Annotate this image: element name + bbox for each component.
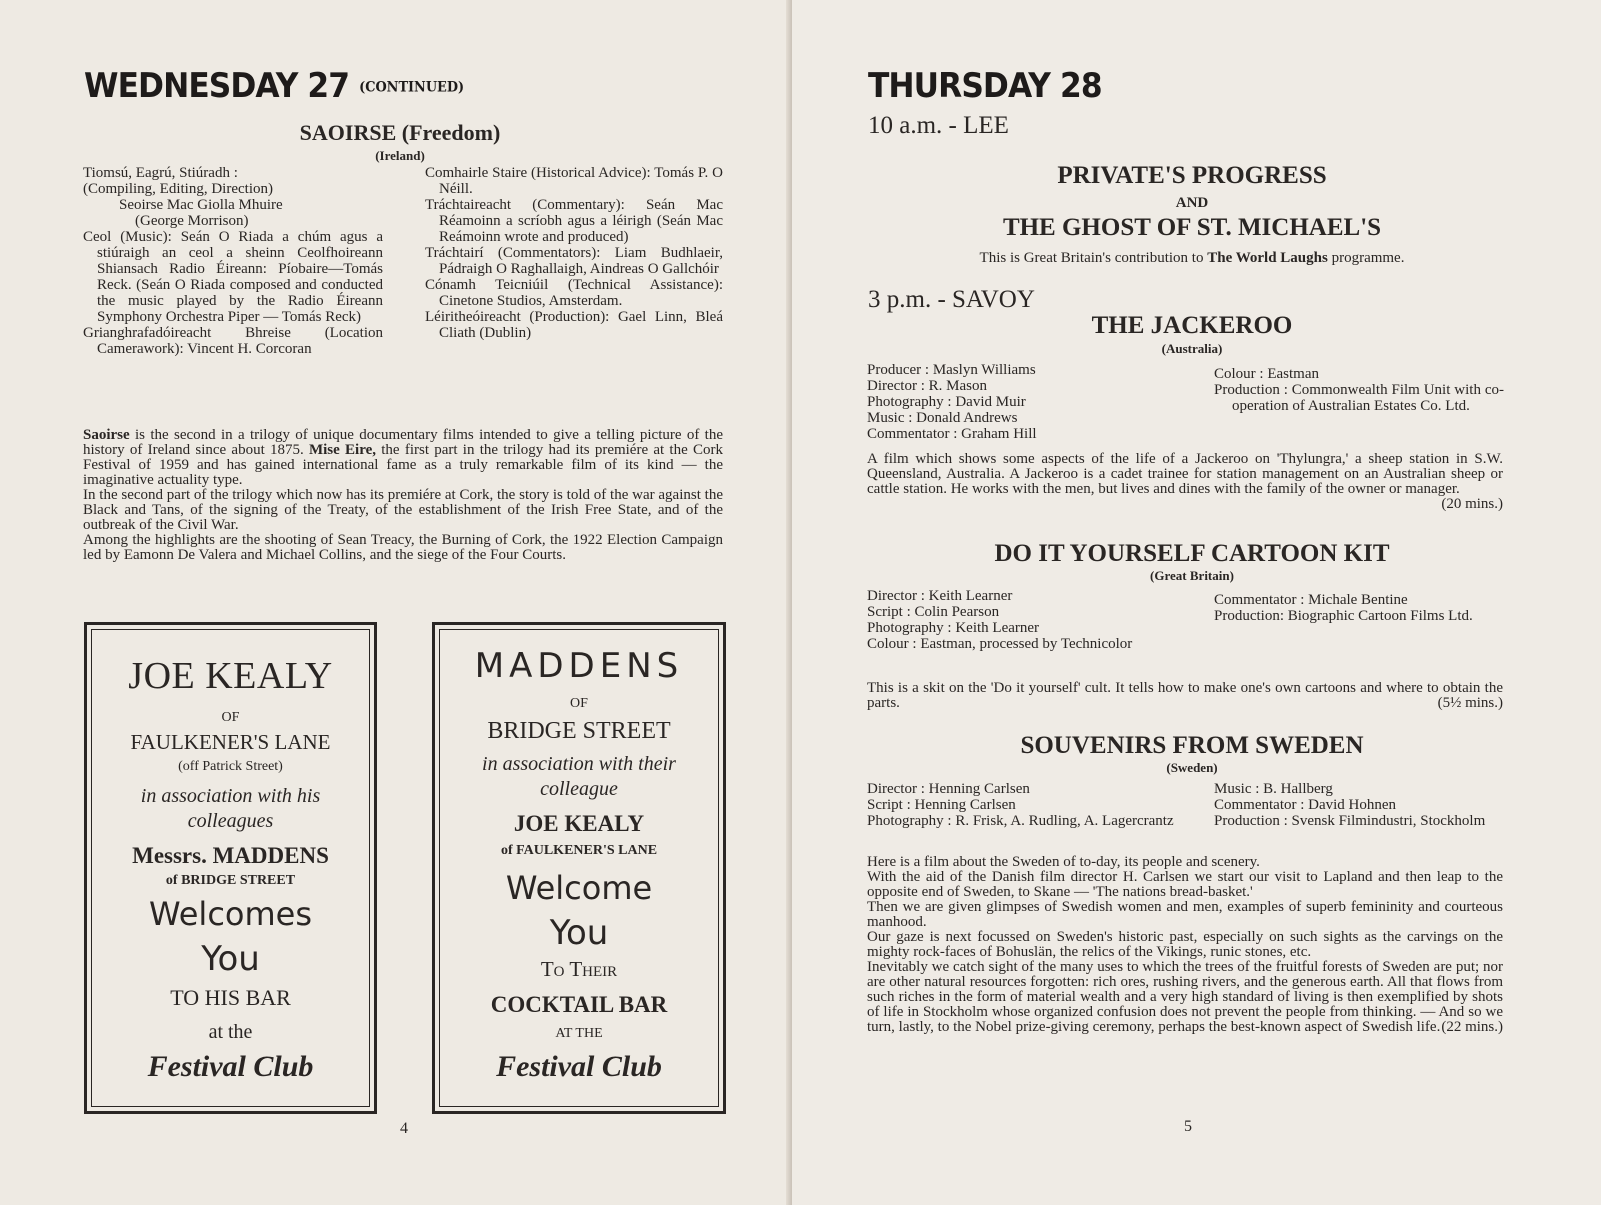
cartoon-description: This is a skit on the 'Do it yourself' cult. It tells how to make one's own cartoons and where to obtain the parts. (5½ mins.) xyxy=(867,680,1503,711)
ad2-of: OF xyxy=(570,696,588,711)
world-laughs-note: This is Great Britain's contribution to The World Laughs programme. xyxy=(979,250,1405,266)
cartoon-credits-left: Director : Keith Learner Script : Colin Pearson Photography : Keith Learner Colour : Eastman, processed by Technicolor xyxy=(867,588,1133,652)
saoirse-description xyxy=(83,428,723,563)
film-title-saoirse: SAOIRSE (Freedom) xyxy=(299,120,501,145)
advert-maddens xyxy=(432,622,726,1114)
ad2-you: You xyxy=(549,913,609,953)
ad2-partner: JOE KEALY xyxy=(513,811,645,836)
advert-joe-kealy xyxy=(84,622,377,1114)
ad2-at-the: AT THE xyxy=(555,1026,603,1041)
ad1-to-his-bar: TO HIS BAR xyxy=(170,985,291,1010)
ad2-street: BRIDGE STREET xyxy=(487,718,671,744)
venue-lee: 10 a.m. - LEE xyxy=(868,112,1009,139)
ad1-assoc-1: in association with his xyxy=(140,785,321,807)
sweden-duration: (22 mins.) xyxy=(1441,1019,1503,1035)
cartoon-credits-right: Commentator : Michale Bentine Production: Biographic Cartoon Films Ltd. xyxy=(1214,592,1473,624)
film-country-saoirse: (Ireland) xyxy=(375,148,425,163)
saoirse-credits-left: Tiomsú, Eagrú, Stiúradh : (Compiling, Editing, Direction) Seoirse Mac Giolla Mhuire (George Morrison) Ceol (Music): Seán O Riada a chúm agus a stiúraigh an ceol a sheinn Ceolfhoireann Shiansach Radio Éireann: Píobaire—Tomás Reck. (Seán O Riada composed and conducted the music played by the Radio Éireann Symphony Orchestra Piper — Tomás Reck) Grianghrafadóireacht Bhreise (Location Camerawork): Vincent H. Corcoran xyxy=(83,165,383,357)
film-country-cartoon-kit: (Great Britain) xyxy=(1150,568,1234,583)
ad1-street: FAULKENER'S LANE xyxy=(130,730,331,754)
ad1-at-the: at the xyxy=(208,1021,253,1043)
film-country-sweden: (Sweden) xyxy=(1166,760,1218,775)
right-page xyxy=(792,0,1601,1205)
saoirse-para-1: Saoirse is the second in a trilogy of unique documentary films intended to give a telling picture of the history of Ireland since about 1875. Mise Eire, the first part in the trilogy had its premiére at the Cork Festival of 1959 and has gained international fame as a truly remarkable film of its kind — the imaginative actuality type. xyxy=(83,427,723,488)
saoirse-credits-right: Comhairle Staire (Historical Advice): Tomás P. O Néill. Tráchtaireacht (Commentary): Seán Mac Réamoinn a scríobh agus a léirigh (Seán Mac Reámoinn wrote and produced) Tráchtairí (Commentators): Liam Budhlaeir, Pádraigh O Raghallaigh, Aindreas O Gallchóir Cónamh Teicniúil (Technical Assistance): Cinetone Studios, Amsterdam. Léiritheóireacht (Production): Gael Linn, Bleá Cliath (Dublin) xyxy=(425,165,723,341)
jackeroo-credits-left: Producer : Maslyn Williams Director : R. Mason Photography : David Muir Music : Donald Andrews Commentator : Graham Hill xyxy=(867,362,1037,442)
sweden-description: Here is a film about the Sweden of to-day, its people and scenery. With the aid of the Danish film director H. Carlsen we start our visit to Lapland and then leap to the opposite end of Sweden, to Skane — 'The nations bread-basket.' Then we are given glimpses of Swedish women and men, examples of superb femininity and courteous manhood. Our gaze is next focussed on Sweden's historic past, especially on such sights as the carvings on the mighty rock-faces of Bohuslän, the relics of the Vikings, runic stones, etc. Inevitably we catch sight of the many uses to which the trees of the fruitful forests of Sweden are put; nor are other natural resources forgotten: rich ores, rushing rivers, and the generous earth. All that flows from such riches in the form of material wealth and a very high standard of living is then exemplified by shots of life in Stockholm whose organized confusion does not prevent the people from thinking. — And so we turn, lastly, to the Nobel prize-giving ceremony, perhaps the best-known aspect of Swedish life. (22 mins.) xyxy=(867,854,1503,1035)
ad1-note: (off Patrick Street) xyxy=(178,759,283,774)
ad1-of: OF xyxy=(221,710,240,725)
ad1-name: JOE KEALY xyxy=(128,655,333,697)
ad2-name: MADDENS xyxy=(474,646,684,686)
film-title-jackeroo: THE JACKEROO xyxy=(1091,312,1293,339)
jackeroo-credits-right: Colour : Eastman Production : Commonwealth Film Unit with co-operation of Australian Estates Co. Ltd. xyxy=(1214,366,1504,414)
film-title-ghost-of-st-michaels: THE GHOST OF ST. MICHAEL'S xyxy=(1002,214,1382,241)
left-page xyxy=(0,0,792,1205)
ad1-partner-street: of BRIDGE STREET xyxy=(165,873,296,888)
page-number-right: 5 xyxy=(1184,1118,1192,1135)
film-country-jackeroo: (Australia) xyxy=(1161,341,1223,356)
film-title-privates-progress: PRIVATE'S PROGRESS xyxy=(1057,162,1327,189)
day-heading-thursday: THURSDAY 28 xyxy=(868,66,1102,106)
ad2-assoc-2: colleague xyxy=(540,778,618,800)
saoirse-para-2: In the second part of the trilogy which now has its premiére at Cork, the story is told of the war against the Black and Tans, of the signing of the Treaty, of the establishment of the Irish Free State, and of the outbreak of the Civil War. xyxy=(83,487,723,533)
ad2-partner-street: of FAULKENER'S LANE xyxy=(500,843,658,858)
ad1-partner: Messrs. MADDENS xyxy=(132,843,329,868)
cartoon-duration: (5½ mins.) xyxy=(1437,695,1503,711)
and-word: AND xyxy=(1175,195,1209,211)
day-heading-wednesday: WEDNESDAY 27 (CONTINUED) xyxy=(84,66,465,106)
ad2-assoc-1: in association with their xyxy=(482,753,676,775)
sweden-credits-left: Director : Henning Carlsen Script : Henning Carlsen Photography : R. Frisk, A. Rudling, A. Lagercrantz xyxy=(867,781,1174,829)
ad2-festival-club: Festival Club xyxy=(496,1050,662,1083)
film-title-cartoon-kit: DO IT YOURSELF CARTOON KIT xyxy=(994,540,1390,567)
ad1-welcome: Welcomes xyxy=(148,895,313,933)
sweden-credits-right: Music : B. Hallberg Commentator : David Hohnen Production : Svensk Filmindustri, Stockholm xyxy=(1214,781,1486,829)
ad1-assoc-2: colleagues xyxy=(187,810,274,832)
saoirse-para-3: Among the highlights are the shooting of Sean Treacy, the Burning of Cork, the 1922 Election Campaign led by Eamonn De Valera and Michael Collins, and the siege of the Four Courts. xyxy=(83,532,723,563)
venue-savoy: 3 p.m. - SAVOY xyxy=(868,286,1035,313)
continued-note: (CONTINUED) xyxy=(359,79,465,96)
film-title-souvenirs-from-sweden: SOUVENIRS FROM SWEDEN xyxy=(1020,732,1364,759)
jackeroo-description: A film which shows some aspects of the life of a Jackeroo on 'Thylungra,' a sheep station in S.W. Queensland, Australia. A Jackeroo is a cadet trainee for station management on an Australian sheep or cattle station. He works with the men, but lives and dines with the family of the owner or manager. (20 mins.) xyxy=(867,451,1503,512)
page-number-left: 4 xyxy=(400,1120,408,1137)
ad2-cocktail-bar: COCKTAIL BAR xyxy=(490,992,668,1017)
ad1-festival-club: Festival Club xyxy=(147,1050,314,1083)
jackeroo-duration: (20 mins.) xyxy=(1441,496,1503,512)
ad2-to-their: To Their xyxy=(540,957,618,981)
ad2-welcome: Welcome xyxy=(505,869,653,907)
ad1-you: You xyxy=(201,939,260,979)
